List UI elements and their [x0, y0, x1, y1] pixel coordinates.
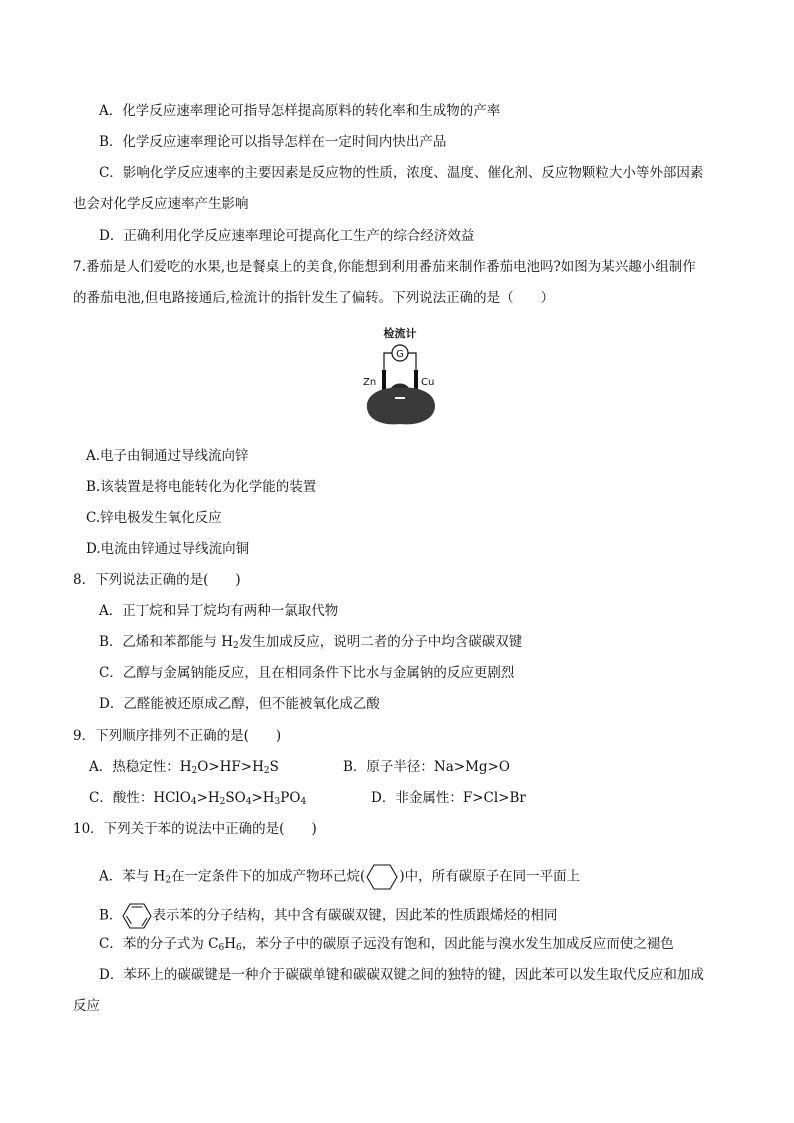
q8-option-c: C．乙醇与金属钠能反应，且在相同条件下比水与金属钠的反应更剧烈 — [99, 665, 515, 681]
q10-option-d-continued: 反应 — [73, 998, 100, 1014]
q6-option-c-continued: 也会对化学反应速率产生影响 — [73, 196, 249, 212]
q9-option-a: A．热稳定性：$H_2O>HF>H_2S$ — [89, 759, 279, 776]
q10-option-b: B． 表示苯的分子结构，其中含有碳碳双键，因此苯的性质跟烯烃的相同 — [99, 902, 557, 930]
q8-stem: 8．下列说法正确的是( ) — [73, 572, 241, 588]
q6-option-d: D．正确利用化学反应速率理论可提高化工生产的综合经济效益 — [99, 228, 475, 244]
q6-option-a: A．化学反应速率理论可指导怎样提高原料的转化率和生成物的产率 — [99, 103, 501, 119]
q10-option-a: A．苯与 $H_2$在一定条件下的加成产物环己烷( )中，所有碳原子在同一平面上 — [99, 862, 580, 892]
zinc-electrode — [382, 370, 386, 392]
q7-option-b: B.该装置是将电能转化为化学能的装置 — [86, 479, 317, 495]
q7-option-c: C.锌电极发生氧化反应 — [86, 510, 222, 526]
tomato-shape — [367, 388, 435, 425]
q10-stem: 10．下列关于苯的说法中正确的是( ) — [73, 821, 317, 837]
q7-option-a: A.电子由铜通过导线流向锌 — [86, 448, 249, 464]
benzene-kekule-icon — [122, 902, 152, 930]
cyclohexane-icon — [365, 862, 399, 892]
q10-option-c: C．苯的分子式为 $C_6H_6$，苯分子中的碳原子远没有饱和，因此能与溴水发生加成反应而使之褪色 — [99, 936, 674, 953]
q9-stem: 9．下列顺序排列不正确的是( ) — [73, 728, 282, 744]
q7-stem-continued: 的番茄电池,但电路接通后,检流计的指针发生了偏转。下列说法正确的是（ ） — [73, 290, 555, 306]
tomato-battery-figure — [355, 322, 445, 430]
zinc-label: Zn — [363, 377, 377, 388]
q7-stem: 7.番茄是人们爱吃的水果,也是餐桌上的美食,你能想到利用番茄来制作番茄电池吗?如图为某兴趣小组制作 — [73, 259, 696, 275]
q9-option-c: C．酸性：$HClO_4>H_2SO_4>H_3PO_4$ — [89, 790, 307, 807]
q6-option-b: B．化学反应速率理论可以指导怎样在一定时间内快出产品 — [99, 134, 447, 150]
galvanometer-symbol: G — [396, 349, 404, 360]
q8-option-d: D．乙醛能被还原成乙醇，但不能被氧化成乙酸 — [99, 696, 380, 712]
q10-option-d: D．苯环上的碳碳键是一种介于碳碳单键和碳碳双键之间的独特的键，因此苯可以发生取代反应和加成 — [99, 967, 704, 983]
q7-option-d: D.电流由锌通过导线流向铜 — [86, 541, 250, 557]
q8-option-a: A．正丁烷和异丁烷均有两种一氯取代物 — [99, 603, 339, 619]
galvanometer-label: 检流计 — [383, 327, 417, 340]
q9-option-d: D．非金属性：F>Cl>Br — [371, 790, 526, 806]
copper-label: Cu — [421, 377, 435, 388]
q9-option-b: B．原子半径：Na>Mg>O — [343, 759, 510, 775]
q8-option-b: B．乙烯和苯都能与 $H_2$发生加成反应，说明二者的分子中均含碳碳双键 — [99, 634, 523, 651]
q6-option-c: C．影响化学反应速率的主要因素是反应物的性质，浓度、温度、催化剂、反应物颗粒大小等外部因素 — [99, 165, 704, 181]
